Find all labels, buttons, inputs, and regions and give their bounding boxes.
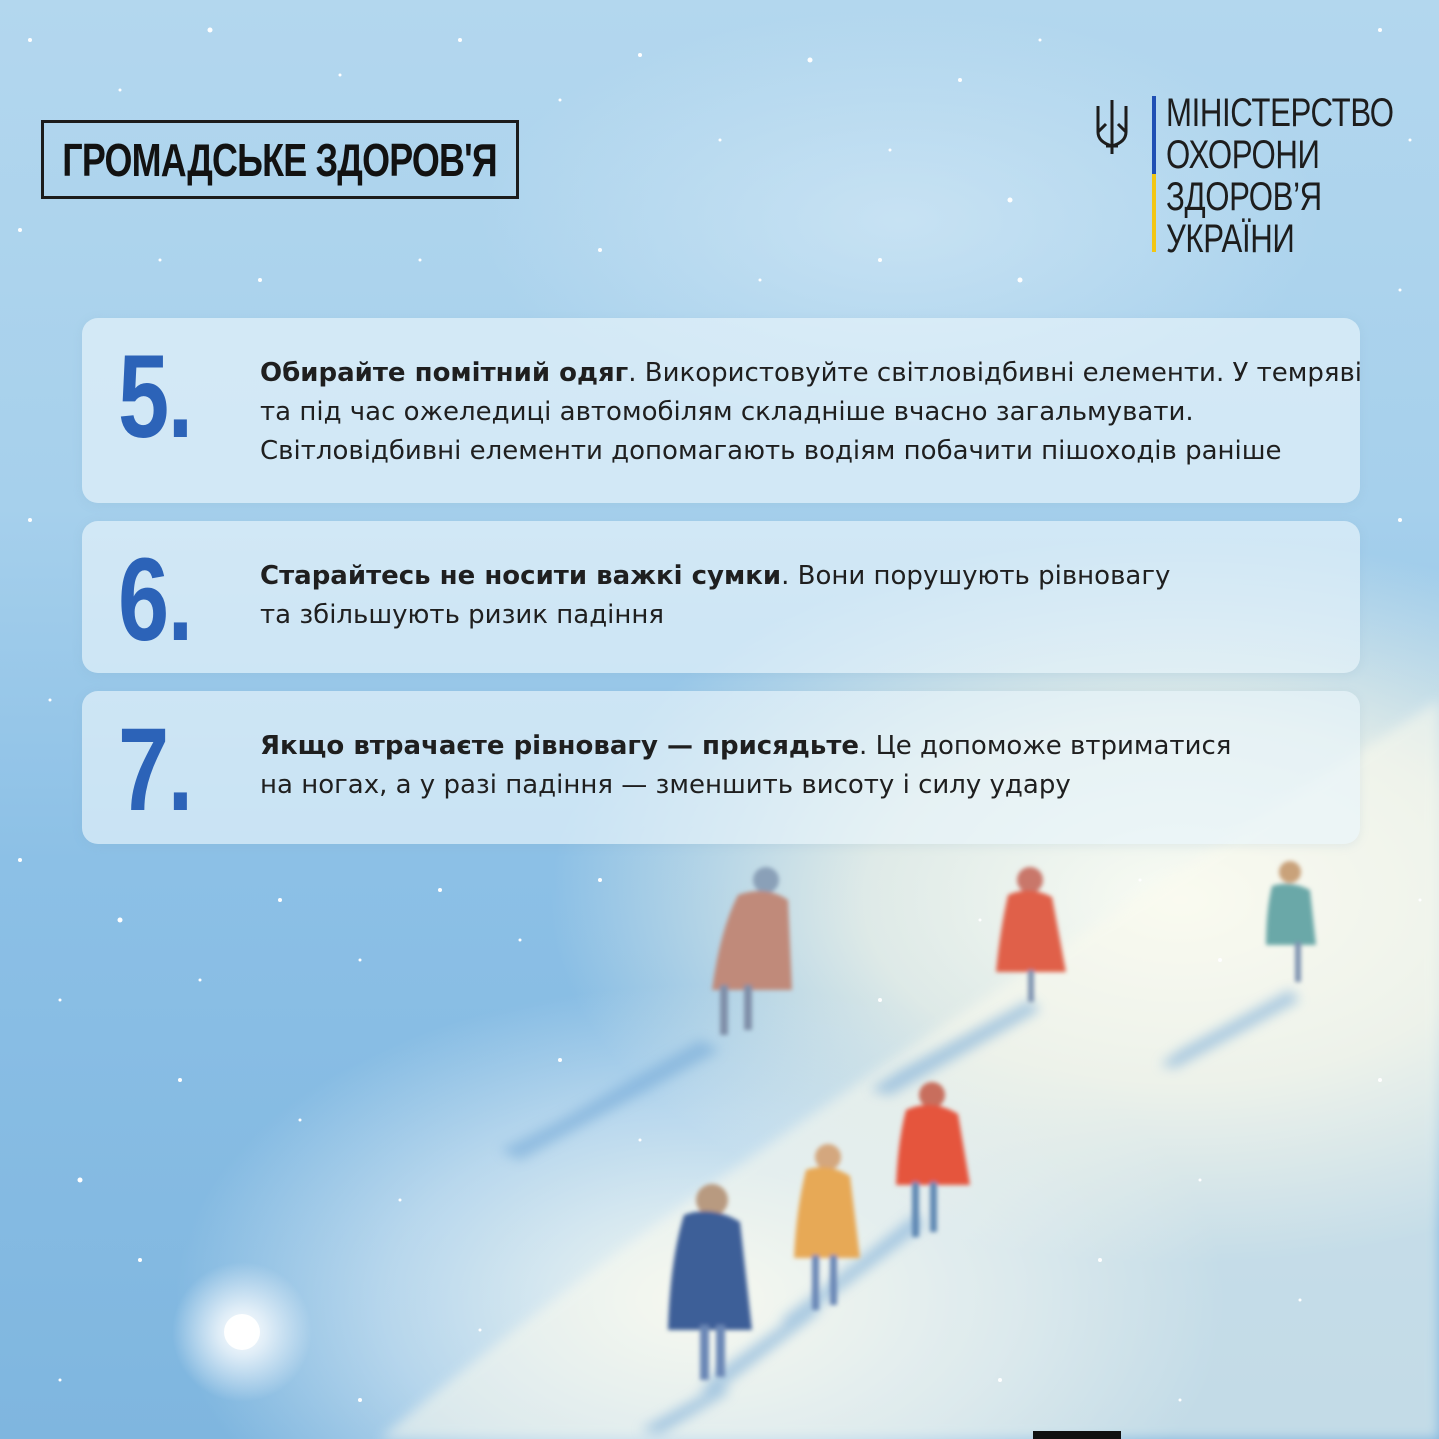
ministry-name-line: УКРАЇНИ [1166, 217, 1295, 261]
tip-text [260, 727, 1330, 805]
flag-bar-yellow [1152, 174, 1156, 252]
tip-body: Світловідбивні елементи допомагають водіям побачити пішоходів раніше [260, 436, 1282, 466]
flag-bar-blue [1152, 96, 1156, 174]
category-label: ГРОМАДСЬКЕ ЗДОРОВ'Я [62, 133, 498, 186]
tip-body: та збільшують ризик падіння [260, 600, 665, 630]
tip-body: . Це допоможе втриматися [859, 731, 1232, 761]
ministry-name-line: ОХОРОНИ [1166, 133, 1320, 177]
tip-text [260, 354, 1363, 471]
ministry-name [1166, 92, 1439, 260]
tip-card-7 [82, 691, 1360, 844]
tip-card-6 [82, 521, 1360, 673]
tip-title: Обирайте помітний одяг [260, 358, 629, 388]
tip-number: 5. [118, 331, 192, 463]
tip-body: та під час ожеледиці автомобілям складніше вчасно загальмувати. [260, 397, 1194, 427]
ministry-name-line: ЗДОРОВ’Я [1166, 175, 1322, 219]
tip-body: . Вони порушують рівновагу [781, 561, 1171, 591]
tip-card-5 [82, 318, 1363, 503]
category-tag [41, 120, 519, 199]
bottom-mark [1033, 1431, 1121, 1439]
tip-text [260, 557, 1330, 635]
ministry-name-line: МІНІСТЕРСТВО [1166, 91, 1394, 135]
tip-body: на ногах, а у разі падіння — зменшить висоту і силу удару [260, 770, 1071, 800]
tip-number: 6. [118, 534, 192, 666]
trident-icon [1092, 96, 1132, 156]
tip-number: 7. [118, 704, 192, 836]
tip-body: . Використовуйте світловідбивні елементи. У темряві [628, 358, 1363, 388]
tip-title: Якщо втрачаєте рівновагу — присядьте [260, 731, 860, 761]
tip-title: Старайтесь не носити важкі сумки [260, 561, 782, 591]
